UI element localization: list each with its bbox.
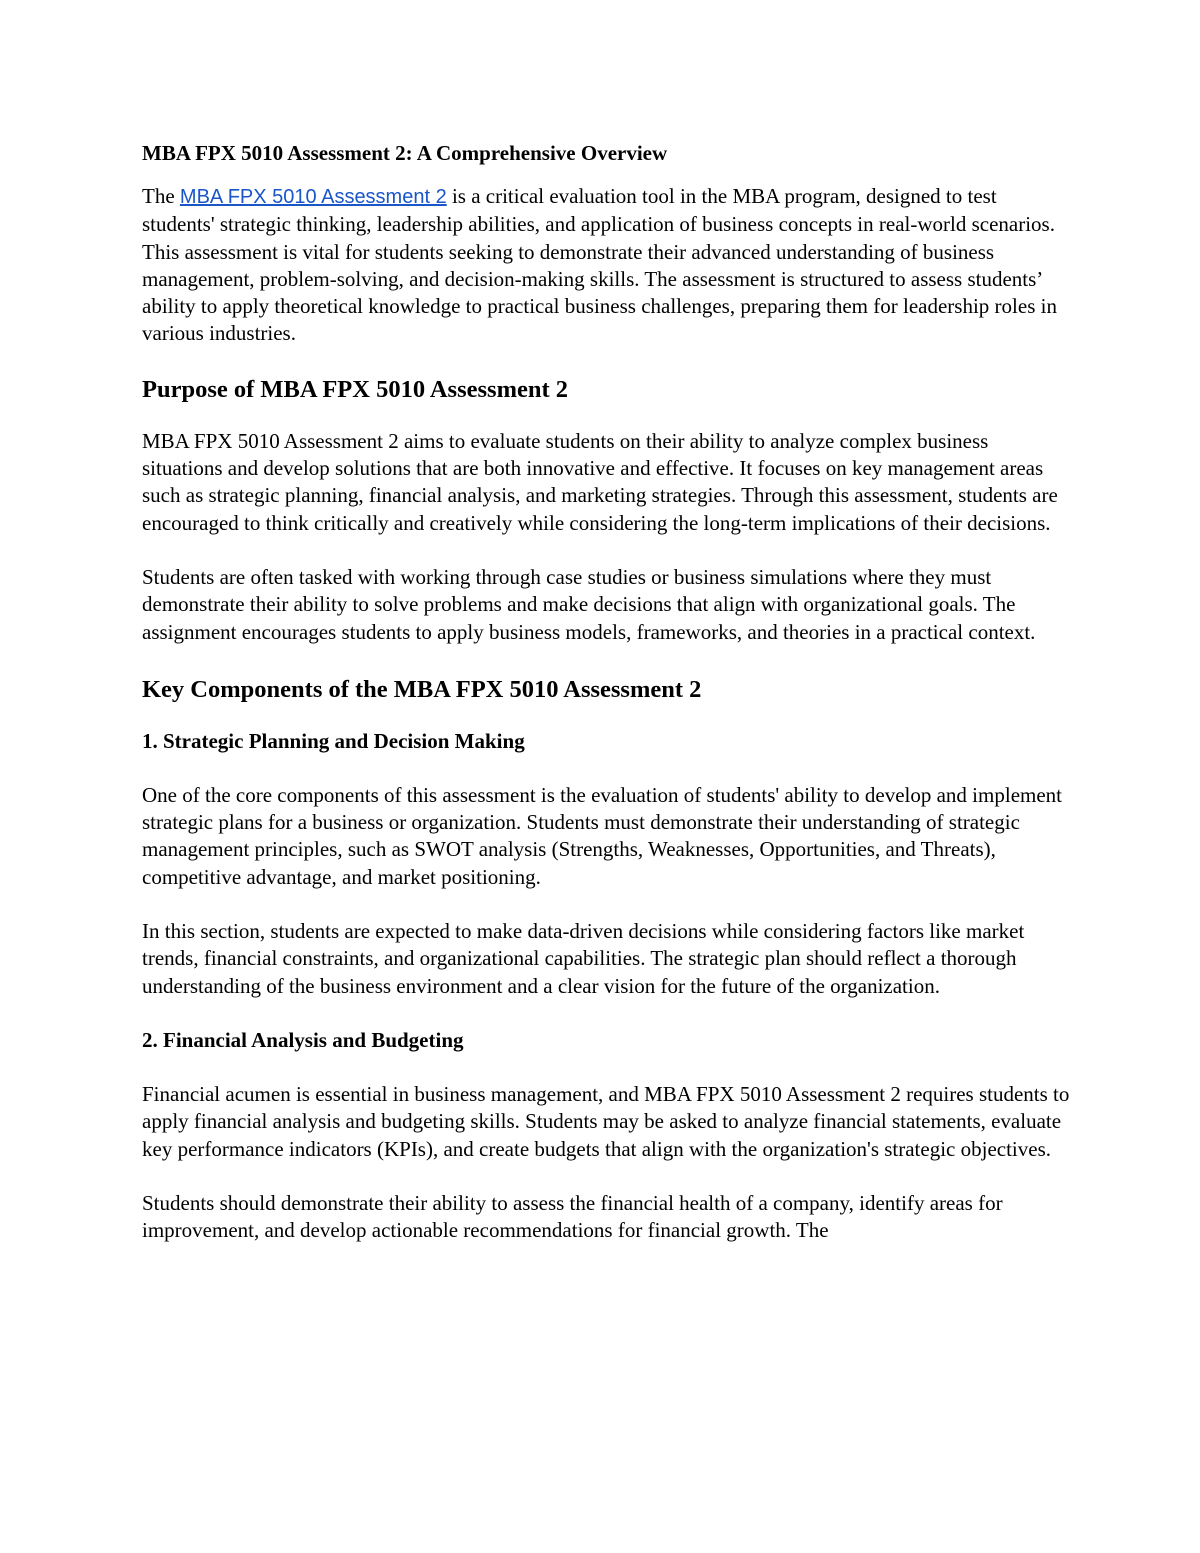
intro-text-before-link: The: [142, 184, 180, 208]
document-page: [142, 140, 1072, 1271]
financial-analysis-heading: 2. Financial Analysis and Budgeting: [142, 1027, 464, 1052]
strategic-planning-paragraph-1: One of the core components of this assessment is the evaluation of students' ability to develop and implement strategic plans for a business or organization. Students must demonstrate their understanding of strategic management principles, such as SWOT analysis (Strengths, Weaknesses, Opportunities, and Threats), competitive advantage, and market positioning.: [142, 782, 1063, 889]
key-components-heading: Key Components of the MBA FPX 5010 Assessment 2: [142, 675, 702, 703]
purpose-heading: Purpose of MBA FPX 5010 Assessment 2: [142, 375, 569, 403]
intro-text-after-link: is a critical evaluation tool in the MBA program, designed to test students' strategic thinking, leadership abilities, and application of business concepts in real-world scenarios. This assessment is vital for students seeking to demonstrate their advanced understanding of business management, problem-solving, and decision-making skills. The assessment is structured to assess students’ ability to apply theoretical knowledge to practical business challenges, preparing them for leadership roles in various industries.: [142, 184, 1057, 346]
strategic-planning-paragraph-2: In this section, students are expected to make data-driven decisions while considering factors like market trends, financial constraints, and organizational capabilities. The strategic plan should reflect a thorough understanding of the business environment and a clear vision for the future of the organization.: [142, 919, 1025, 998]
strategic-planning-heading: 1. Strategic Planning and Decision Making: [142, 728, 525, 753]
financial-analysis-paragraph-1: Financial acumen is essential in business management, and MBA FPX 5010 Assessment 2 requires students to apply financial analysis and budgeting skills. Students may be asked to analyze financial statements, evaluate key performance indicators (KPIs), and create budgets that align with the organization's strategic objectives.: [142, 1081, 1070, 1161]
assessment-link[interactable]: MBA FPX 5010 Assessment 2: [179, 186, 447, 208]
purpose-paragraph-1: MBA FPX 5010 Assessment 2 aims to evaluate students on their ability to analyze complex business situations and develop solutions that are both innovative and effective. It focuses on key management areas such as strategic planning, financial analysis, and marketing strategies. Through this assessment, students are encouraged to think critically and creatively while considering the long-term implications of their decisions.: [142, 428, 1058, 535]
document-title: MBA FPX 5010 Assessment 2: A Comprehensive Overview: [142, 141, 668, 165]
financial-analysis-paragraph-2: Students should demonstrate their ability to assess the financial health of a company, identify areas for improvement, and develop actionable recommendations for financial growth. The: [142, 1190, 1003, 1243]
intro-paragraph: [142, 183, 1072, 348]
purpose-paragraph-2: Students are often tasked with working through case studies or business simulations where they must demonstrate their ability to solve problems and make decisions that align with organizational goals. The assignment encourages students to apply business models, frameworks, and theories in a practical context.: [142, 564, 1036, 644]
